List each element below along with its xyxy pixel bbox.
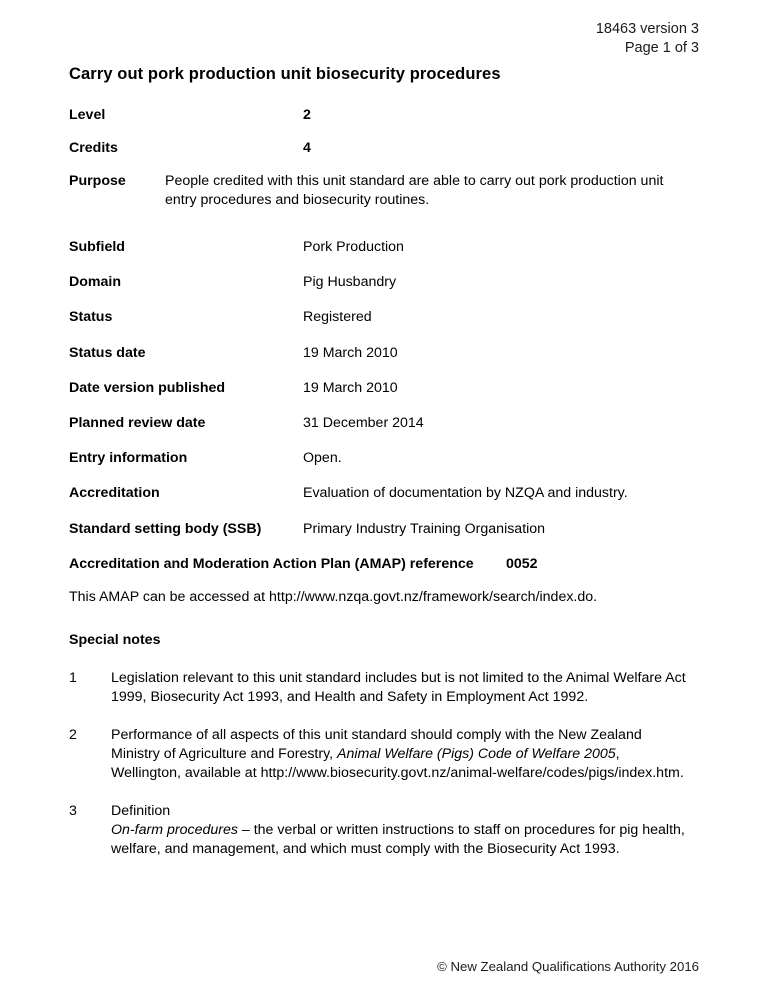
credits-row	[69, 139, 694, 158]
special-note-1	[69, 669, 694, 707]
metadata-value: 31 December 2014	[303, 414, 424, 431]
document-footer: © New Zealand Qualifications Authority 2016	[437, 959, 699, 974]
note-text: Legislation relevant to this unit standard includes but is not limited to the Animal Welfare Act 1999, Biosecurity Act 1993, and Health and Safety in Employment Act 1992.	[111, 669, 686, 705]
metadata-value: Open.	[303, 450, 342, 467]
metadata-label: Entry information	[69, 450, 188, 467]
note-text	[111, 802, 691, 859]
note-number: 3	[69, 802, 77, 819]
amap-value: 0052	[506, 555, 538, 572]
metadata-label: Status date	[69, 344, 146, 361]
metadata-label: Subfield	[69, 239, 125, 255]
definition-body	[111, 821, 691, 859]
unit-version: 18463 version 3	[595, 21, 699, 37]
note-number: 1	[69, 669, 77, 686]
purpose-text: People credited with this unit standard are able to carry out pork production unit entry procedures and biosecurity routines.	[165, 173, 664, 208]
metadata-row-accreditation	[69, 484, 694, 503]
amap-reference-row	[69, 555, 694, 574]
metadata-label: Standard setting body (SSB)	[69, 520, 262, 537]
metadata-row-date-version-published	[69, 379, 694, 398]
amap-label: Accreditation and Moderation Action Plan (AMAP) reference	[69, 555, 474, 572]
note-text-after: , Wellington, available at http://www.biosecurity.govt.nz/animal-welfare/codes/pigs/index.htm.	[111, 745, 684, 781]
metadata-row-status	[69, 308, 694, 327]
amap-access-note: This AMAP can be accessed at http://www.nzqa.govt.nz/framework/search/index.do.	[69, 588, 598, 605]
metadata-row-standard-setting-body	[69, 520, 694, 539]
metadata-label: Domain	[69, 274, 122, 291]
metadata-label: Date version published	[69, 379, 226, 396]
metadata-value: 19 March 2010	[303, 379, 398, 396]
page-title: Carry out pork production unit biosecurity procedures	[69, 65, 501, 83]
note-italic-title: Animal Welfare (Pigs) Code of Welfare 2005	[337, 745, 616, 762]
metadata-value: Primary Industry Training Organisation	[303, 520, 546, 537]
note-text	[111, 726, 691, 783]
document-body	[69, 106, 694, 859]
metadata-value: Pig Husbandry	[303, 274, 397, 291]
metadata-value: Evaluation of documentation by NZQA and industry.	[303, 485, 628, 502]
definition-heading: Definition	[111, 802, 171, 819]
credits-label: Credits	[69, 140, 118, 156]
credits-value: 4	[303, 140, 311, 156]
purpose-row	[69, 172, 694, 210]
metadata-row-status-date	[69, 344, 694, 363]
metadata-label: Accreditation	[69, 485, 160, 502]
note-number: 2	[69, 726, 77, 743]
document-header	[596, 20, 699, 58]
metadata-value: Pork Production	[303, 239, 404, 255]
metadata-row-domain	[69, 273, 694, 292]
special-note-2	[69, 726, 694, 783]
definition-text: – the verbal or written instructions to staff on procedures for pig health, welfare, and management, and which must comply with the Biosecurity Act 1993.	[111, 821, 685, 857]
special-note-3	[69, 802, 694, 859]
page-indicator: Page 1 of 3	[624, 40, 699, 56]
special-notes-heading: Special notes	[69, 631, 161, 648]
metadata-label: Planned review date	[69, 414, 206, 431]
metadata-value: 19 March 2010	[303, 344, 398, 361]
note-text-before: Performance of all aspects of this unit standard should comply with the New Zealand Ministry of Agriculture and Forestry,	[111, 726, 642, 762]
level-row	[69, 106, 694, 125]
purpose-label: Purpose	[69, 173, 126, 189]
definition-term: On-farm procedures	[111, 821, 238, 838]
level-value: 2	[303, 107, 311, 123]
metadata-value: Registered	[303, 309, 372, 326]
metadata-row-planned-review-date	[69, 414, 694, 433]
metadata-row-entry-information	[69, 449, 694, 468]
metadata-label: Status	[69, 309, 113, 326]
level-label: Level	[69, 107, 106, 123]
metadata-row-subfield	[69, 238, 694, 257]
